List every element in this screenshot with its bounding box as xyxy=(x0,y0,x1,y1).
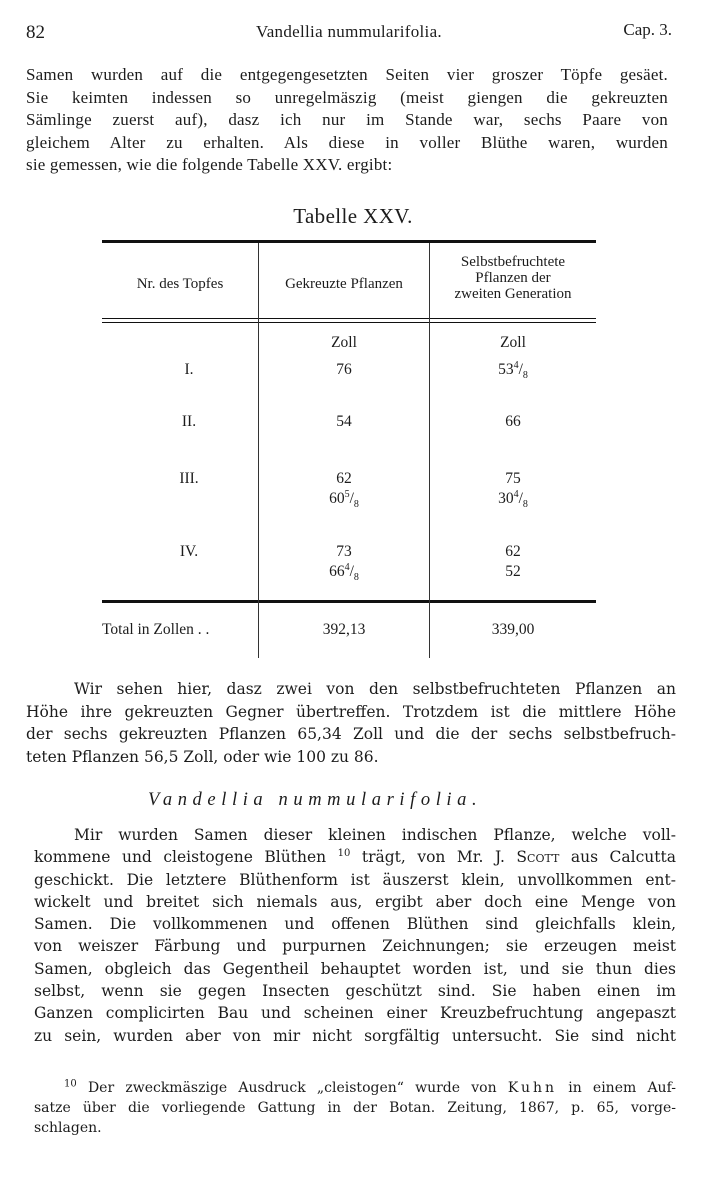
value-whole: 53 xyxy=(498,361,514,378)
value-denominator: 8 xyxy=(353,499,359,511)
value-whole: 62 xyxy=(336,470,352,487)
value-whole: 30 xyxy=(498,490,514,507)
value-denominator: 8 xyxy=(353,572,359,584)
total-self: 339,00 xyxy=(491,621,535,638)
column-divider xyxy=(429,243,430,658)
chapter-label: Cap. 3. xyxy=(623,20,672,39)
text-line: wickelt und breitet sich niemals aus, ergibt aber doch eine Menge von xyxy=(34,892,676,911)
header-pot: Nr. des Topfes xyxy=(136,276,224,292)
value-numerator: 4 xyxy=(513,359,519,371)
row-crossed: 54 xyxy=(336,413,352,430)
data-table xyxy=(102,240,596,658)
footnote xyxy=(34,1078,676,1138)
text-line: teten Pflanzen 56,5 Zoll, oder wie 100 zu 86. xyxy=(26,747,379,766)
unit-label: Zoll xyxy=(331,334,357,351)
value-line: $60^5/_8$ xyxy=(329,488,359,511)
value-whole: 73 xyxy=(336,543,352,560)
text-fragment: in einem Auf- xyxy=(568,1080,676,1096)
value-line xyxy=(430,562,596,582)
author-name: Kuhn xyxy=(507,1080,558,1096)
table-caption: Tabelle XXV. xyxy=(293,204,413,228)
author-name: Scott xyxy=(516,848,560,867)
value-line xyxy=(430,469,596,489)
value-denominator: 8 xyxy=(522,499,528,511)
value-line xyxy=(259,542,429,562)
text-line: Samen. Die vollkommenen und offenen Blüthen sind gleichfalls klein, xyxy=(34,915,676,934)
footnote-marker: 10 xyxy=(64,1078,77,1090)
header-self-line: Pflanzen der xyxy=(475,270,551,286)
text-line: Ganzen complicirten Bau und scheinen einer Kreuzbefruchtung angepaszt xyxy=(34,1004,676,1023)
description-paragraph xyxy=(34,824,676,1047)
header-rule-1 xyxy=(102,318,596,319)
value-line: $30^4/_8$ xyxy=(498,488,528,511)
row-pot: III. xyxy=(179,470,199,487)
text-line xyxy=(34,846,676,868)
text-line: Mir wurden Samen dieser kleinen indischen Pflanze, welche voll- xyxy=(74,826,676,844)
value-line xyxy=(259,469,429,489)
row-pot: I. xyxy=(184,361,194,378)
text-line: geschickt. Die letztere Blüthenform ist äuszerst klein, unvollkommen ent- xyxy=(34,870,676,889)
value-line xyxy=(430,542,596,562)
row-crossed xyxy=(259,542,429,582)
header-self-fertilised xyxy=(430,254,596,302)
row-pot: II. xyxy=(181,413,197,430)
page-number: 82 xyxy=(26,22,45,43)
unit-label: Zoll xyxy=(500,334,526,351)
total-label: Total in Zollen . . xyxy=(102,621,210,638)
header-self-line: Selbstbefruchtete xyxy=(460,254,566,270)
row-crossed xyxy=(259,469,429,509)
total-crossed: 392,13 xyxy=(322,621,366,638)
row-self xyxy=(430,469,596,509)
text-fragment: Der zweckmäszige Ausdruck „cleistogen“ wurde von xyxy=(87,1080,497,1096)
running-head xyxy=(26,20,672,44)
intro-paragraph xyxy=(26,64,668,177)
text-line: zu sein, wurden aber von mir nicht sorgfältig untersucht. Sie sind nicht xyxy=(34,1026,676,1045)
row-pot: IV. xyxy=(179,543,199,560)
text-fragment: trägt, von Mr. J. xyxy=(361,848,505,867)
text-line: Höhe ihre gekreuzten Gegner übertreffen. Trotzdem ist die mittlere Höhe xyxy=(26,702,676,721)
text-line: Sämlinge zuerst auf), dasz ich nur im Stande war, sechs Paare von xyxy=(26,110,668,129)
section-title: Vandellia nummularifolia. xyxy=(148,790,483,810)
value-whole: 60 xyxy=(329,490,345,507)
row-self: $53^4/_8$ xyxy=(498,359,528,382)
footnote-line: schlagen. xyxy=(34,1120,102,1136)
text-line: gleichem Alter zu erhalten. Als diese in voller Blüthe waren, wurden xyxy=(26,132,668,152)
text-line: Wir sehen hier, dasz zwei von den selbstbefruchteten Pflanzen an xyxy=(74,680,676,698)
text-line: Samen, obgleich das Gegentheil behauptet worden ist, und sie thun dies xyxy=(34,959,676,978)
header-self-line: zweiten Generation xyxy=(454,286,572,302)
table-top-rule xyxy=(102,240,596,243)
result-paragraph xyxy=(26,678,676,768)
header-rule-2 xyxy=(102,322,596,323)
total-rule xyxy=(102,600,596,603)
text-fragment: kommene und cleistogene Blüthen xyxy=(34,848,327,867)
value-whole: 75 xyxy=(505,470,521,487)
footnote-reference: 10 xyxy=(337,848,351,860)
footnote-line: satze über die vorliegende Gattung in der Botan. Zeitung, 1867, p. 65, vorge- xyxy=(34,1100,676,1116)
text-line: Sie keimten indessen so unregelmäszig (meist giengen die gekreuzten xyxy=(26,87,668,107)
text-line: sie gemessen, wie die folgende Tabelle XXV. ergibt: xyxy=(26,155,393,174)
row-crossed: 76 xyxy=(336,361,352,378)
text-fragment: aus Calcutta xyxy=(570,848,676,867)
text-line: selbst, wenn sie gegen Insecten geschützt sind. Sie haben einen im xyxy=(34,982,676,1001)
value-denominator: 8 xyxy=(522,370,528,382)
column-divider xyxy=(258,243,259,658)
value-numerator: 4 xyxy=(344,561,350,573)
value-numerator: 5 xyxy=(344,488,350,500)
text-line: Samen wurden auf die entgegengesetzten Seiten vier groszer Töpfe gesäet. xyxy=(26,65,668,84)
header-crossed: Gekreuzte Pflanzen xyxy=(285,276,403,292)
row-self xyxy=(430,542,596,582)
text-line: der sechs gekreuzten Pflanzen 65,34 Zoll und die der sechs selbstbefruch- xyxy=(26,725,676,743)
value-line: $66^4/_8$ xyxy=(329,561,359,584)
value-whole: 52 xyxy=(505,563,521,580)
text-line: von weiszer Färbung und purpurnen Zeichnungen; sie erzeugen meist xyxy=(34,937,676,956)
value-whole: 62 xyxy=(505,543,521,560)
footnote-line xyxy=(34,1078,676,1098)
value-whole: 66 xyxy=(329,563,345,580)
row-self: 66 xyxy=(505,413,521,430)
value-numerator: 4 xyxy=(513,488,519,500)
running-title: Vandellia nummularifolia. xyxy=(256,22,442,41)
